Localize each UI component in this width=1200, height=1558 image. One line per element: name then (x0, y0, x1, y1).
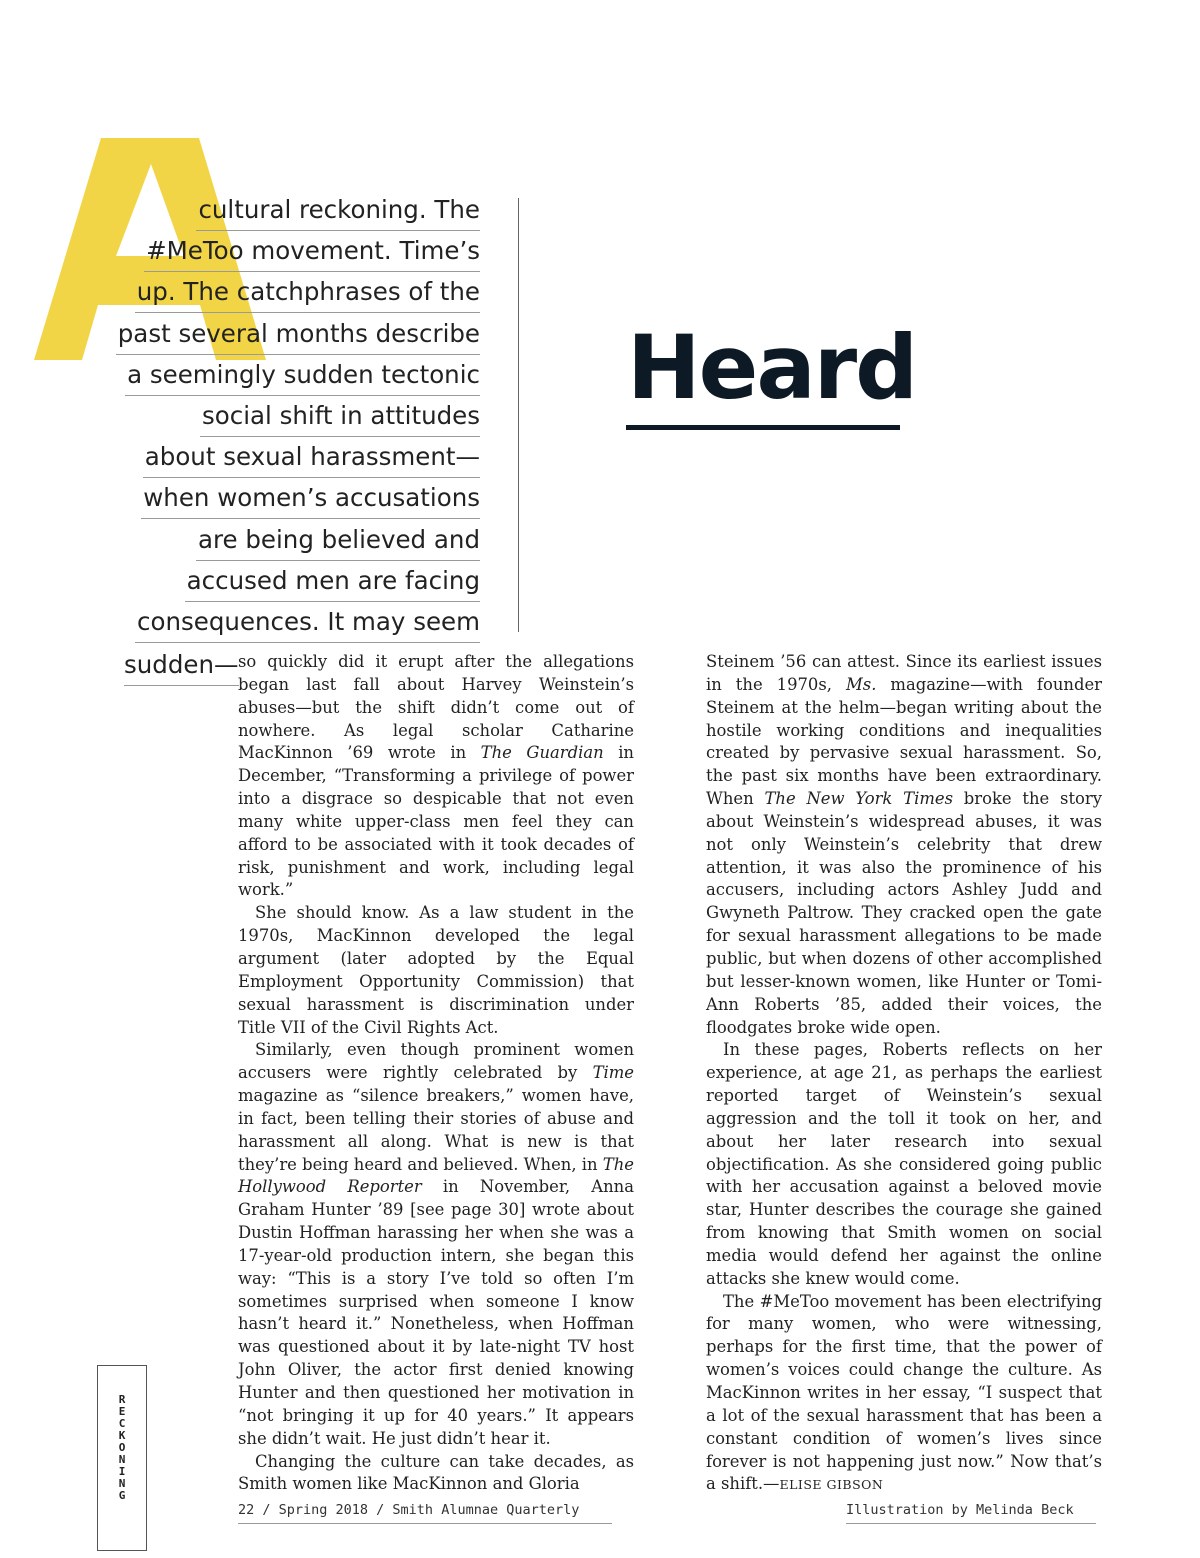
body-paragraph: Steinem ’56 can attest. Since its earliest issues in the 1970s, Ms. magazine—with founder Steinem at the helm—began writing about the hostile working conditions and inequalities created by pervasive sexual harassment. So, the past six months have been extraordinary. When The New York Times broke the story about Weinstein’s widespread abuses, it was not only Weinstein’s celebrity that drew attention, it was also the prominence of his accusers, including actors Ashley Judd and Gwyneth Paltrow. They cracked open the gate for sexual harassment allegations to be made public, but when dozens of other accomplished but lesser-known women, like Hunter or Tomi-Ann Roberts ’85, added their voices, the floodgates broke wide open. (706, 652, 1103, 1037)
intro-line: when women’s accusations (100, 478, 480, 519)
intro-line: about sexual harassment— (100, 437, 480, 478)
intro-line: accused men are facing (100, 561, 480, 602)
intro-line: consequences. It may seem (100, 602, 480, 643)
illustration-credit: Illustration by Melinda Beck (846, 1497, 1096, 1524)
intro-line: social shift in attitudes (100, 396, 480, 437)
vertical-divider (518, 198, 519, 632)
intro-paragraph (100, 190, 480, 643)
body-paragraph: In these pages, Roberts reflects on her experience, at age 21, as perhaps the earliest reported target of Weinstein’s sexual aggression and the toll it took on her, and about her later research into sexual objectification. As she considered going public with her accusation against a beloved movie star, Hunter describes the courage she gained from knowing that Smith women on social media would defend her against the online attacks she knew would come. (706, 1040, 1102, 1288)
body-column-left (238, 651, 634, 1496)
title-underline (626, 425, 900, 430)
intro-line: are being believed and (100, 520, 480, 561)
page-title: Heard (627, 316, 917, 419)
intro-last-line: sudden— (124, 645, 239, 686)
section-tab (97, 1365, 147, 1551)
intro-line: cultural reckoning. The (100, 190, 480, 231)
body-paragraph: The #MeToo movement has been electrifying for many women, who were witnessing, perhaps for the first time, that the power of women’s voices could change the culture. As MacKinnon writes in her essay, “I suspect that a lot of the sexual harassment that has been a constant condition of women’s lives since forever is not happening just now.” Now that’s a shift.—ELISE GIBSON (706, 1291, 1102, 1494)
body-paragraph: so quickly did it erupt after the allegations began last fall about Harvey Weinstein’s abuses—but the shift didn’t come out of nowhere. As legal scholar Catharine MacKinnon ’69 wrote in The Guardian in December, “Transforming a privilege of power into a disgrace so despicable that not even many white upper-class men feel they can afford to be associated with it took decades of risk, punishment and work, including legal work.” (238, 652, 634, 900)
section-tab-label: RECKONING (115, 1393, 129, 1501)
intro-line: up. The catchphrases of the (100, 272, 480, 313)
intro-line: #MeToo movement. Time’s (100, 231, 480, 272)
body-column-right (706, 651, 1102, 1497)
author-byline: ELISE GIBSON (779, 1477, 884, 1493)
intro-line: past several months describe (100, 314, 480, 355)
body-paragraph: Similarly, even though prominent women accusers were rightly celebrated by Time magazine as “silence breakers,” women have, in fact, been telling their stories of abuse and harassment all along. What is new is that they’re being heard and believed. When, in The Hollywood Reporter in November, Anna Graham Hunter ’89 [see page 30] wrote about Dustin Hoffman harassing her when she was a 17-year-old production intern, she began this way: “This is a story I’ve told so often I’m sometimes surprised when someone I know hasn’t heard it.” Nonetheless, when Hoffman was questioned about it by late-night TV host John Oliver, the actor first denied knowing Hunter and then questioned her motivation in “not bringing it up for 40 years.” It appears she didn’t wait. He just didn’t hear it. (238, 1040, 634, 1448)
body-paragraph: She should know. As a law student in the 1970s, MacKinnon developed the legal argument (later adopted by the Equal Employment Opportunity Commission) that sexual harassment is discrimination under Title VII of the Civil Rights Act. (238, 903, 634, 1037)
intro-line: a seemingly sudden tectonic (100, 355, 480, 396)
body-paragraph: Changing the culture can take decades, as Smith women like MacKinnon and Gloria (238, 1451, 634, 1494)
page-footer-folio: 22 / Spring 2018 / Smith Alumnae Quarterly (238, 1497, 612, 1524)
